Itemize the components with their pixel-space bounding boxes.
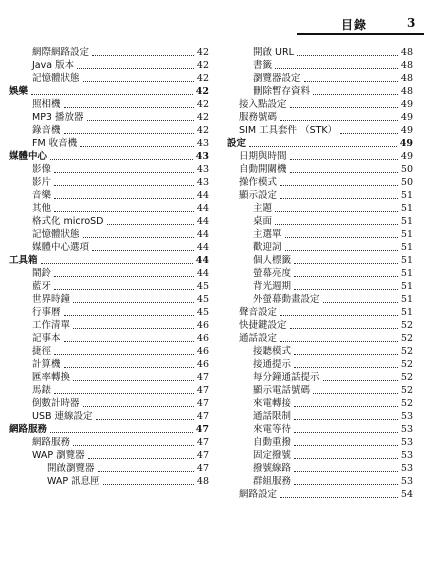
dot-leader <box>294 366 398 368</box>
dot-leader <box>294 457 398 459</box>
toc-entry-page: 51 <box>400 281 413 292</box>
toc-entry[interactable] <box>9 228 209 241</box>
toc-entry[interactable] <box>227 449 413 462</box>
toc-entry-label: 來電轉接 <box>253 398 292 409</box>
toc-entry-label: 接通提示 <box>253 359 292 370</box>
toc-entry-page: 43 <box>196 138 209 149</box>
toc-entry-label: 桌面 <box>253 216 273 227</box>
toc-entry-label: 音樂 <box>32 190 52 201</box>
dot-leader <box>304 80 398 82</box>
toc-entry-label: 書籤 <box>253 60 273 71</box>
toc-entry-label: 娛樂 <box>9 86 29 97</box>
dot-leader <box>64 340 194 342</box>
toc-entry-page: 47 <box>196 437 209 448</box>
toc-entry-label: 記憶體狀態 <box>32 229 80 240</box>
toc-entry[interactable] <box>227 202 413 215</box>
page-title: 目錄 <box>341 18 368 32</box>
toc-entry[interactable] <box>227 150 413 163</box>
toc-entry[interactable] <box>9 475 209 488</box>
toc-entry-page: 44 <box>196 229 209 240</box>
toc-entry-label: 藍牙 <box>32 281 52 292</box>
toc-entry-page: 42 <box>196 125 209 136</box>
toc-entry[interactable] <box>227 462 413 475</box>
toc-entry[interactable] <box>9 384 209 397</box>
dot-leader <box>64 366 194 368</box>
toc-entry-label: 網際網路設定 <box>32 47 90 58</box>
toc-entry-page: 53 <box>400 437 413 448</box>
dot-leader <box>64 132 194 134</box>
toc-entry-label: 接入點設定 <box>239 99 287 110</box>
toc-entry-page: 53 <box>400 463 413 474</box>
toc-entry[interactable] <box>227 371 413 384</box>
toc-entry-page: 44 <box>196 242 209 253</box>
toc-entry[interactable] <box>227 397 413 410</box>
toc-entry-label: 影像 <box>32 164 52 175</box>
dot-leader <box>98 470 194 472</box>
toc-entry[interactable] <box>227 280 413 293</box>
toc-entry-label: USB 連線設定 <box>32 411 93 422</box>
toc-entry[interactable] <box>227 384 413 397</box>
toc-entry-page: 46 <box>196 359 209 370</box>
toc-entry-label: WAP 訊息匣 <box>47 476 100 487</box>
toc-entry-page: 46 <box>196 333 209 344</box>
toc-left-column <box>9 46 209 488</box>
dot-leader <box>87 119 194 121</box>
toc-entry-page: 48 <box>400 86 413 97</box>
dot-leader <box>73 444 194 446</box>
dot-leader <box>294 262 398 264</box>
toc-entry-label: 刪除暫存資料 <box>253 86 311 97</box>
toc-entry-page: 51 <box>400 294 413 305</box>
toc-entry[interactable] <box>9 345 209 358</box>
toc-entry-label: 開啟 URL <box>253 47 294 58</box>
toc-entry[interactable] <box>9 241 209 254</box>
toc-entry-label: 倒數計時器 <box>32 398 80 409</box>
toc-entry[interactable] <box>227 137 413 150</box>
toc-entry[interactable] <box>9 176 209 189</box>
toc-entry-label: 媒體中心選項 <box>32 242 90 253</box>
toc-entry-page: 47 <box>196 372 209 383</box>
dot-leader <box>323 301 398 303</box>
toc-entry-page: 52 <box>400 372 413 383</box>
toc-entry-page: 42 <box>196 112 209 123</box>
dot-leader <box>50 158 193 160</box>
toc-entry[interactable] <box>9 436 209 449</box>
dot-leader <box>54 275 194 277</box>
toc-entry-label: 主選單 <box>253 229 282 240</box>
dot-leader <box>313 93 398 95</box>
toc-entry-label: 通話限制 <box>253 411 292 422</box>
toc-entry[interactable] <box>227 176 413 189</box>
toc-entry[interactable] <box>9 59 209 72</box>
toc-entry[interactable] <box>227 215 413 228</box>
dot-leader <box>275 210 398 212</box>
toc-entry-label: 螢幕亮度 <box>253 268 292 279</box>
toc-entry[interactable] <box>227 98 413 111</box>
toc-entry-label: 顯示設定 <box>239 190 278 201</box>
toc-entry-label: 設定 <box>227 138 247 149</box>
toc-entry-label: WAP 瀏覽器 <box>32 450 85 461</box>
toc-entry-label: 顯示電話號碼 <box>253 385 311 396</box>
toc-entry-page: 53 <box>400 476 413 487</box>
dot-leader <box>280 496 398 498</box>
toc-entry-page: 45 <box>196 294 209 305</box>
toc-entry[interactable] <box>9 332 209 345</box>
toc-entry[interactable] <box>227 488 413 501</box>
toc-entry-page: 47 <box>196 411 209 422</box>
dot-leader <box>290 171 398 173</box>
toc-entry-label: Java 版本 <box>32 60 75 71</box>
toc-entry[interactable] <box>227 345 413 358</box>
toc-entry-page: 42 <box>196 60 209 71</box>
dot-leader <box>280 184 398 186</box>
toc-entry-page: 42 <box>196 73 209 84</box>
toc-entry[interactable] <box>9 98 209 111</box>
toc-entry[interactable] <box>227 319 413 332</box>
toc-entry-page: 48 <box>400 47 413 58</box>
dot-leader <box>313 392 398 394</box>
toc-entry-page: 48 <box>400 60 413 71</box>
dot-leader <box>50 431 193 433</box>
toc-entry[interactable] <box>9 215 209 228</box>
toc-entry[interactable] <box>9 306 209 319</box>
toc-entry-page: 51 <box>400 255 413 266</box>
toc-entry[interactable] <box>227 228 413 241</box>
toc-entry-label: 鬧鈴 <box>32 268 52 279</box>
toc-entry-page: 53 <box>400 411 413 422</box>
dot-leader <box>294 405 398 407</box>
toc-entry[interactable] <box>9 449 209 462</box>
toc-entry[interactable] <box>227 124 413 137</box>
toc-entry[interactable] <box>9 137 209 150</box>
toc-entry-page: 44 <box>196 268 209 279</box>
toc-entry-page: 54 <box>400 489 413 500</box>
toc-entry[interactable] <box>9 202 209 215</box>
toc-entry-label: 外螢幕動畫設定 <box>253 294 320 305</box>
dot-leader <box>31 93 193 95</box>
dot-leader <box>54 288 194 290</box>
page-header <box>0 12 435 36</box>
toc-entry[interactable] <box>227 436 413 449</box>
toc-entry-label: 自動開關機 <box>239 164 287 175</box>
toc-entry-label: 固定撥號 <box>253 450 292 461</box>
dot-leader <box>294 353 398 355</box>
toc-entry-page: 49 <box>400 112 413 123</box>
toc-entry-label: 聲音設定 <box>239 307 278 318</box>
toc-entry-label: 計算機 <box>32 359 61 370</box>
toc-entry-page: 52 <box>400 346 413 357</box>
toc-entry-label: MP3 播放器 <box>32 112 84 123</box>
toc-right-column <box>227 46 413 501</box>
dot-leader <box>80 145 194 147</box>
toc-entry-label: 自動重撥 <box>253 437 292 448</box>
toc-entry[interactable] <box>227 410 413 423</box>
toc-entry[interactable] <box>227 241 413 254</box>
toc-entry[interactable] <box>227 358 413 371</box>
dot-leader <box>294 470 398 472</box>
toc-entry-page: 42 <box>196 99 209 110</box>
toc-entry[interactable] <box>227 475 413 488</box>
toc-entry-page: 49 <box>400 151 413 162</box>
toc-entry-page: 43 <box>196 164 209 175</box>
toc-entry-label: 開啟瀏覽器 <box>47 463 95 474</box>
toc-entry-label: 網路服務 <box>9 424 48 435</box>
dot-leader <box>54 210 194 212</box>
toc-entry-page: 51 <box>400 268 413 279</box>
dot-leader <box>285 249 398 251</box>
toc-entry-page: 42 <box>195 86 209 97</box>
toc-entry-label: 網路服務 <box>32 437 71 448</box>
dot-leader <box>294 431 398 433</box>
toc-entry-page: 51 <box>400 242 413 253</box>
dot-leader <box>275 67 398 69</box>
dot-leader <box>83 80 194 82</box>
toc-entry-label: 捷徑 <box>32 346 52 357</box>
toc-entry-page: 48 <box>196 476 209 487</box>
dot-leader <box>54 197 194 199</box>
dot-leader <box>41 262 193 264</box>
toc-entry-page: 53 <box>400 450 413 461</box>
toc-entry-label: 服務號碼 <box>239 112 278 123</box>
toc-entry-label: 世界時鐘 <box>32 294 71 305</box>
toc-entry[interactable] <box>9 85 209 98</box>
toc-entry-page: 45 <box>196 281 209 292</box>
toc-entry-label: 網路設定 <box>239 489 278 500</box>
toc-entry-label: 來電等待 <box>253 424 292 435</box>
toc-entry-page: 49 <box>399 138 413 149</box>
toc-entry-page: 49 <box>400 99 413 110</box>
dot-leader <box>96 418 194 420</box>
toc-entry[interactable] <box>227 254 413 267</box>
page-number: 3 <box>407 16 416 30</box>
dot-leader <box>88 457 194 459</box>
toc-entry[interactable] <box>227 72 413 85</box>
toc-entry-label: 工具箱 <box>9 255 38 266</box>
dot-leader <box>83 236 194 238</box>
toc-entry-page: 46 <box>196 320 209 331</box>
toc-entry[interactable] <box>227 163 413 176</box>
toc-entry-label: 操作模式 <box>239 177 278 188</box>
dot-leader <box>73 379 194 381</box>
dot-leader <box>103 483 194 485</box>
toc-entry[interactable] <box>227 189 413 202</box>
toc-entry-page: 52 <box>400 385 413 396</box>
toc-entry-label: 個人標籤 <box>253 255 292 266</box>
dot-leader <box>280 314 398 316</box>
toc-entry[interactable] <box>227 46 413 59</box>
toc-entry-page: 51 <box>400 216 413 227</box>
toc-entry[interactable] <box>9 46 209 59</box>
toc-entry-label: 主題 <box>253 203 273 214</box>
toc-entry[interactable] <box>9 371 209 384</box>
toc-entry-page: 44 <box>196 216 209 227</box>
toc-entry[interactable] <box>9 319 209 332</box>
toc-entry-label: 通話設定 <box>239 333 278 344</box>
toc-entry-label: 其他 <box>32 203 52 214</box>
toc-entry-page: 51 <box>400 307 413 318</box>
toc-entry-page: 43 <box>195 151 209 162</box>
toc-entry[interactable] <box>9 358 209 371</box>
toc-entry-label: 群組服務 <box>253 476 292 487</box>
toc-entry-page: 47 <box>196 385 209 396</box>
dot-leader <box>73 301 194 303</box>
toc-entry-label: 照相機 <box>32 99 61 110</box>
toc-entry-label: SIM 工具套件 （STK） <box>239 125 338 136</box>
toc-entry-label: 匯率轉換 <box>32 372 71 383</box>
toc-entry-page: 50 <box>400 164 413 175</box>
dot-leader <box>290 158 398 160</box>
toc-entry-label: 撥號線路 <box>253 463 292 474</box>
toc-entry-label: 接聽模式 <box>253 346 292 357</box>
dot-leader <box>340 132 398 134</box>
toc-entry-page: 51 <box>400 229 413 240</box>
dot-leader <box>92 249 194 251</box>
toc-entry[interactable] <box>227 267 413 280</box>
dot-leader <box>294 288 398 290</box>
toc-entry[interactable] <box>9 150 209 163</box>
dot-leader <box>73 327 194 329</box>
toc-entry[interactable] <box>9 72 209 85</box>
dot-leader <box>64 106 194 108</box>
header-rule <box>297 33 424 35</box>
toc-entry[interactable] <box>227 423 413 436</box>
toc-entry[interactable] <box>9 410 209 423</box>
toc-entry[interactable] <box>9 189 209 202</box>
toc-entry-page: 44 <box>195 255 209 266</box>
toc-entry-page: 52 <box>400 359 413 370</box>
toc-entry-label: 快捷鍵設定 <box>239 320 287 331</box>
dot-leader <box>323 379 398 381</box>
toc-entry-label: 背光週期 <box>253 281 292 292</box>
toc-entry-label: 媒體中心 <box>9 151 48 162</box>
toc-entry[interactable] <box>9 397 209 410</box>
dot-leader <box>92 54 194 56</box>
dot-leader <box>280 197 398 199</box>
toc-entry-page: 42 <box>196 47 209 58</box>
dot-leader <box>297 54 398 56</box>
toc-entry[interactable] <box>9 423 209 436</box>
toc-entry-page: 47 <box>196 450 209 461</box>
toc-entry[interactable] <box>9 163 209 176</box>
toc-entry-label: 影片 <box>32 177 52 188</box>
toc-entry-page: 45 <box>196 307 209 318</box>
toc-entry-label: 記事本 <box>32 333 61 344</box>
dot-leader <box>294 418 398 420</box>
toc-entry[interactable] <box>227 85 413 98</box>
toc-entry[interactable] <box>9 280 209 293</box>
dot-leader <box>54 392 194 394</box>
toc-entry-page: 44 <box>196 190 209 201</box>
toc-entry-label: 每分鐘通話提示 <box>253 372 320 383</box>
toc-entry-page: 43 <box>196 177 209 188</box>
dot-leader <box>54 184 194 186</box>
dot-leader <box>77 67 194 69</box>
dot-leader <box>280 340 398 342</box>
toc-entry-page: 47 <box>196 398 209 409</box>
toc-entry-label: 記憶體狀態 <box>32 73 80 84</box>
toc-entry[interactable] <box>227 332 413 345</box>
toc-entry[interactable] <box>227 293 413 306</box>
dot-leader <box>294 275 398 277</box>
toc-entry-label: 格式化 microSD <box>32 216 104 227</box>
toc-entry[interactable] <box>9 293 209 306</box>
toc-entry-label: 工作清單 <box>32 320 71 331</box>
toc-entry-label: 行事曆 <box>32 307 61 318</box>
dot-leader <box>83 405 194 407</box>
toc-entry[interactable] <box>9 254 209 267</box>
toc-entry[interactable] <box>227 59 413 72</box>
toc-entry-label: 馬錶 <box>32 385 52 396</box>
dot-leader <box>290 106 398 108</box>
dot-leader <box>294 483 398 485</box>
toc-entry[interactable] <box>9 111 209 124</box>
toc-entry[interactable] <box>9 462 209 475</box>
toc-entry-label: 錄音機 <box>32 125 61 136</box>
dot-leader <box>294 444 398 446</box>
dot-leader <box>54 353 194 355</box>
toc-entry[interactable] <box>227 306 413 319</box>
toc-entry-page: 44 <box>196 203 209 214</box>
toc-entry-label: 日期與時間 <box>239 151 287 162</box>
toc-entry[interactable] <box>9 124 209 137</box>
toc-entry-page: 52 <box>400 333 413 344</box>
toc-entry-page: 46 <box>196 346 209 357</box>
toc-entry-label: 瀏覽器設定 <box>253 73 301 84</box>
dot-leader <box>107 223 194 225</box>
toc-entry-page: 51 <box>400 203 413 214</box>
dot-leader <box>280 119 398 121</box>
dot-leader <box>290 327 398 329</box>
toc-entry-page: 50 <box>400 177 413 188</box>
dot-leader <box>54 171 194 173</box>
toc-entry[interactable] <box>9 267 209 280</box>
toc-entry-page: 53 <box>400 424 413 435</box>
toc-entry-page: 52 <box>400 398 413 409</box>
toc-entry[interactable] <box>227 111 413 124</box>
dot-leader <box>275 223 398 225</box>
toc-entry-label: 歡迎詞 <box>253 242 282 253</box>
dot-leader <box>285 236 398 238</box>
toc-entry-label: FM 收音機 <box>32 138 78 149</box>
toc-entry-page: 49 <box>400 125 413 136</box>
dot-leader <box>64 314 194 316</box>
toc-entry-page: 52 <box>400 320 413 331</box>
toc-entry-page: 47 <box>196 463 209 474</box>
dot-leader <box>249 145 397 147</box>
toc-entry-page: 47 <box>195 424 209 435</box>
toc-entry-page: 51 <box>400 190 413 201</box>
toc-entry-page: 48 <box>400 73 413 84</box>
